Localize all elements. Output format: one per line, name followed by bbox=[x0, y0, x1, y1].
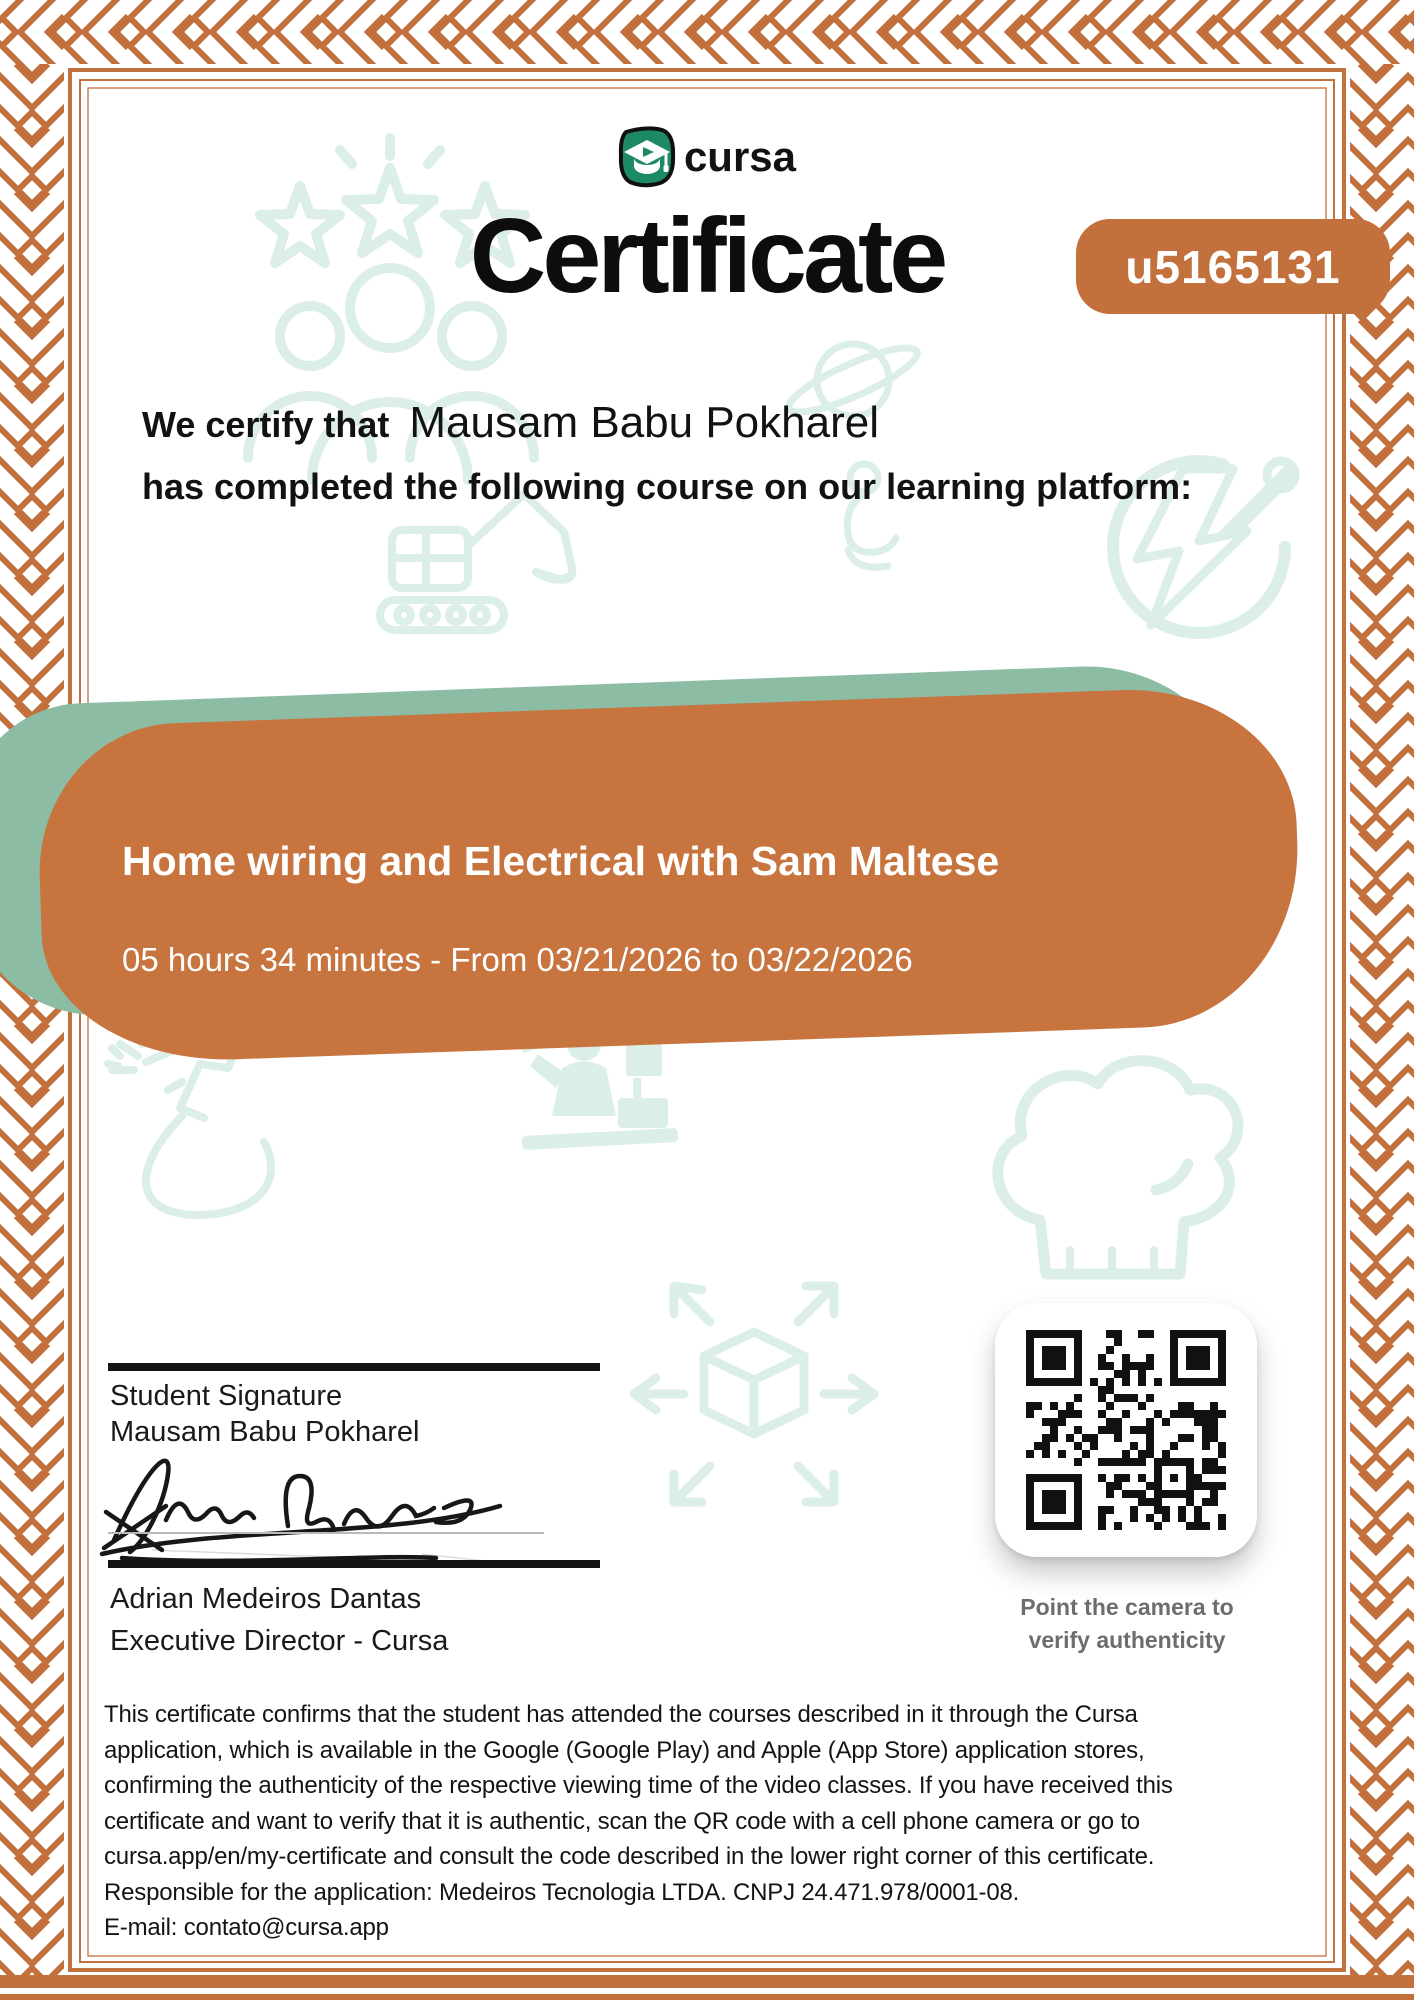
chef-hat-watermark-icon bbox=[952, 1042, 1257, 1297]
cursa-logo-icon bbox=[618, 126, 676, 188]
cursa-logo-text: cursa bbox=[683, 133, 797, 180]
signature-baseline bbox=[108, 1532, 544, 1534]
footer-disclaimer bbox=[104, 1697, 1350, 1946]
footer-line: confirming the authenticity of the respective viewing time of the video classes. If you have received this bbox=[104, 1772, 1173, 1799]
signature-divider-bottom bbox=[108, 1560, 600, 1568]
certify-line2: has completed the following course on our learning platform: bbox=[142, 466, 1193, 507]
certificate-id-badge bbox=[1076, 219, 1390, 314]
course-banner-text bbox=[122, 838, 999, 979]
director-name: Adrian Medeiros Dantas bbox=[110, 1583, 422, 1615]
footer-line: application, which is available in the Google (Google Play) and Apple (App Store) application stores, bbox=[104, 1736, 1145, 1764]
qr-caption bbox=[967, 1591, 1287, 1657]
footer-line: This certificate confirms that the student has attended the courses described in it through the Cursa bbox=[104, 1701, 1138, 1728]
certificate-id: u5165131 bbox=[1125, 240, 1341, 293]
qr-code bbox=[1026, 1330, 1226, 1530]
student-signature-label: Student Signature bbox=[110, 1380, 343, 1412]
course-details: 05 hours 34 minutes - From 03/21/2026 to 03/22/2026 bbox=[122, 941, 913, 978]
qr-caption-line1: Point the camera to bbox=[1020, 1594, 1234, 1620]
course-title: Home wiring and Electrical with Sam Maltese bbox=[122, 838, 1000, 884]
certificate-title: Certificate bbox=[469, 197, 945, 315]
certify-prefix: We certify that bbox=[142, 404, 390, 445]
director-title: Executive Director - Cursa bbox=[110, 1625, 449, 1657]
footer-line: cursa.app/en/my-certificate and consult the code described in the lower right corner of this certificate. bbox=[104, 1843, 1155, 1870]
qr-caption-line2: verify authenticity bbox=[1028, 1627, 1226, 1653]
certify-block bbox=[142, 398, 1192, 508]
cashier-counter-watermark-icon bbox=[486, 1022, 701, 1227]
signature-divider-top bbox=[108, 1363, 600, 1371]
student-signature-name: Mausam Babu Pokharel bbox=[110, 1416, 420, 1448]
footer-line: certificate and want to verify that it is authentic, scan the QR code with a cell phone camera or go to bbox=[104, 1807, 1140, 1835]
footer-line: E-mail: contato@cursa.app bbox=[104, 1914, 389, 1941]
cursa-logo bbox=[0, 126, 1414, 188]
delivery-box-arrows-watermark-icon bbox=[622, 1262, 887, 1527]
student-name: Mausam Babu Pokharel bbox=[409, 398, 879, 447]
footer-line: Responsible for the application: Medeiros Tecnologia LTDA. CNPJ 24.471.978/0001-08. bbox=[104, 1878, 1020, 1906]
director-signature-image bbox=[92, 1442, 532, 1567]
qr-code-card bbox=[995, 1303, 1257, 1557]
